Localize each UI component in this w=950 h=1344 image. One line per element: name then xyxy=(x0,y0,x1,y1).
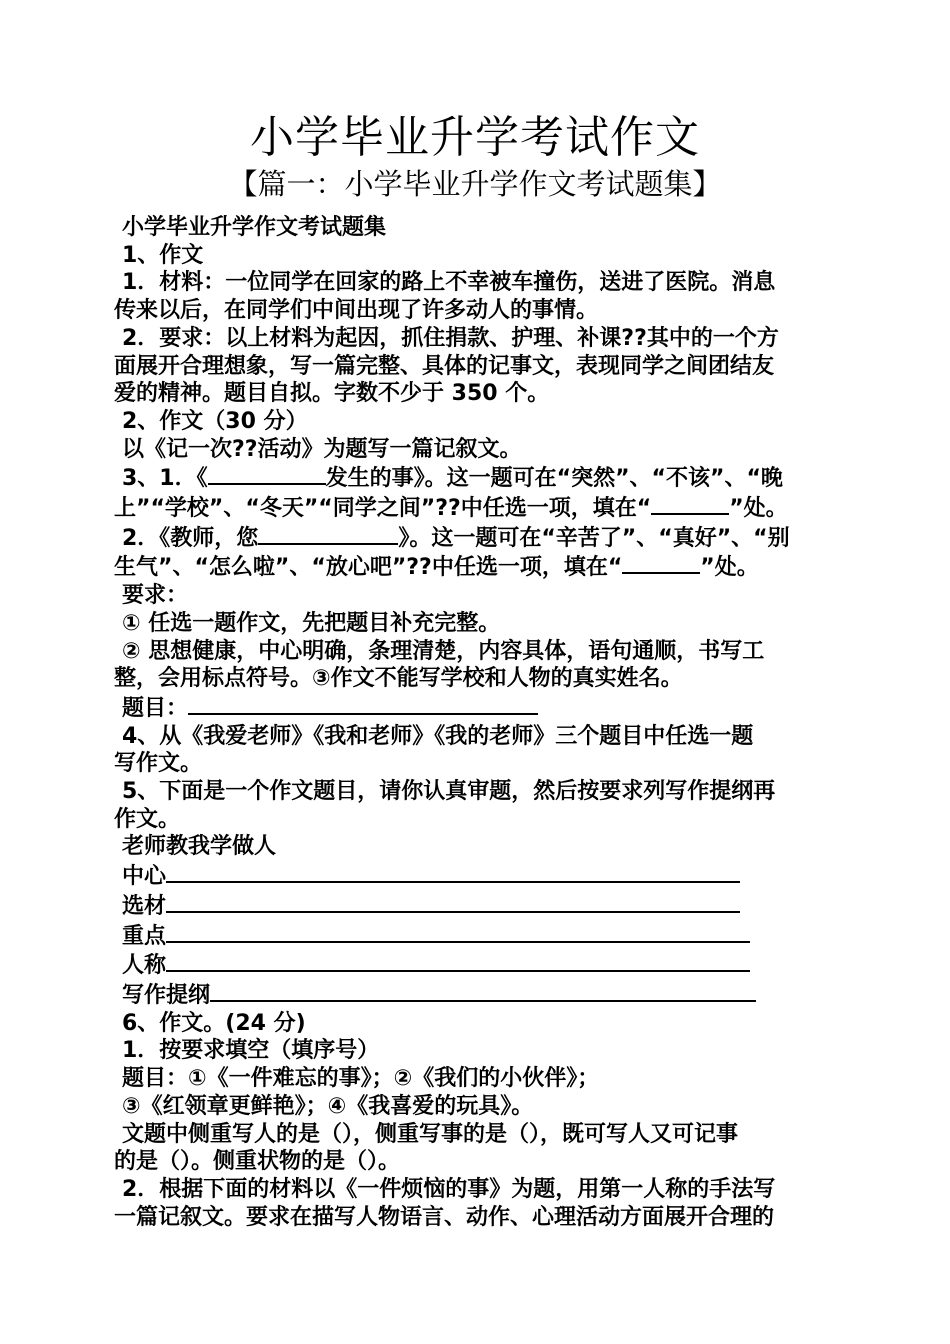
text-segment: 》。这一题可在“辛苦了”、“真好”、“别 xyxy=(398,525,790,551)
text-line xyxy=(114,693,836,723)
text-segment: 3、1．《 xyxy=(122,466,208,492)
text-segment: 发生的事》。这一题可在“突然”、“不该”、“晚 xyxy=(325,466,783,492)
text-line: 1．按要求填空（填序号） xyxy=(122,1038,380,1064)
document-title: 小学毕业升学考试作文 xyxy=(250,112,700,163)
blank-line xyxy=(258,523,398,545)
text-line: 面展开合理想象，写一篇完整、具体的记事文，表现同学之间团结友 xyxy=(114,353,775,379)
text-line: 题目：①《一件难忘的事》；②《我们的小伙伴》； xyxy=(122,1066,600,1092)
text-line: 写作文。 xyxy=(114,751,203,777)
text-line: 2、作文（30 分） xyxy=(122,408,308,434)
text-line: 1．材料：一位同学在回家的路上不幸被车撞伤，送进了医院。消息 xyxy=(122,270,776,296)
text-line: 爱的精神。题目自拟。字数不少于 350 个。 xyxy=(114,381,550,407)
text-line: ② 思想健康，中心明确，条理清楚，内容具体，语句通顺，书写工 xyxy=(122,638,765,664)
text-line: 要求： xyxy=(122,583,189,609)
blank-line xyxy=(166,891,740,913)
text-line: 5、下面是一个作文题目，请你认真审题，然后按要求列写作提纲再 xyxy=(122,779,776,805)
document-body xyxy=(114,214,836,1231)
text-segment: 生气”、“怎么啦”、“放心吧”??中任选一项，填在“ xyxy=(114,555,623,581)
outline-line xyxy=(114,891,836,921)
text-line xyxy=(114,463,836,493)
outline-label: 重点 xyxy=(122,923,167,949)
outline-line xyxy=(114,861,836,891)
text-segment: ”处。 xyxy=(700,555,759,581)
outline-label: 写作提纲 xyxy=(122,982,211,1008)
text-line: 传来以后，在同学们中间出现了许多动人的事情。 xyxy=(114,298,599,324)
text-line: 一篇记叙文。要求在描写人物语言、动作、心理活动方面展开合理的 xyxy=(114,1204,775,1230)
text-line: 2．根据下面的材料以《一件烦恼的事》为题，用第一人称的手法写 xyxy=(122,1176,776,1202)
blank-line xyxy=(166,921,750,943)
blank-line xyxy=(651,493,729,515)
outline-label: 中心 xyxy=(122,864,167,890)
outline-label: 人称 xyxy=(122,953,167,979)
outline-line xyxy=(114,980,836,1010)
text-line: 1、作文 xyxy=(122,242,204,268)
outline-label: 选材 xyxy=(122,893,167,919)
text-line: 以《记一次??活动》为题写一篇记叙文。 xyxy=(122,436,522,462)
text-line: ③《红领章更鲜艳》；④《我喜爱的玩具》。 xyxy=(122,1093,534,1119)
blank-line xyxy=(210,980,756,1002)
text-segment: 2．《教师，您 xyxy=(122,525,259,551)
section-heading: 小学毕业升学作文考试题集 xyxy=(122,215,387,240)
blank-line xyxy=(188,693,538,715)
text-line xyxy=(114,493,836,523)
outline-line xyxy=(114,921,836,951)
text-line: 4、从《我爱老师》《我和老师》《我的老师》三个题目中任选一题 xyxy=(122,723,754,749)
document-subtitle: 【篇一：小学毕业升学作文考试题集】 xyxy=(228,167,722,201)
blank-line xyxy=(208,463,326,485)
blank-line xyxy=(166,861,740,883)
text-line: 的是（）。侧重状物的是（）。 xyxy=(114,1149,401,1175)
blank-line xyxy=(166,950,750,972)
text-line: 老师教我学做人 xyxy=(122,834,277,860)
text-line: 文题中侧重写人的是（），侧重写事的是（），既可写人又可记事 xyxy=(122,1121,739,1147)
text-line: ① 任选一题作文，先把题目补充完整。 xyxy=(122,610,501,636)
text-line: 2．要求：以上材料为起因，抓住捐款、护理、补课??其中的一个方 xyxy=(122,325,779,351)
text-line: 整，会用标点符号。③作文不能写学校和人物的真实姓名。 xyxy=(114,666,683,692)
text-line xyxy=(114,552,836,582)
outline-line xyxy=(114,950,836,980)
text-line: 6、作文。(24 分) xyxy=(122,1010,306,1036)
text-line: 作文。 xyxy=(114,806,181,832)
text-segment: 题目： xyxy=(122,695,189,721)
text-line xyxy=(114,523,836,553)
text-segment: 上”“学校”、“冬天”“同学之间”??中任选一项，填在“ xyxy=(114,496,652,522)
text-segment: ”处。 xyxy=(729,496,788,522)
blank-line xyxy=(622,552,700,574)
